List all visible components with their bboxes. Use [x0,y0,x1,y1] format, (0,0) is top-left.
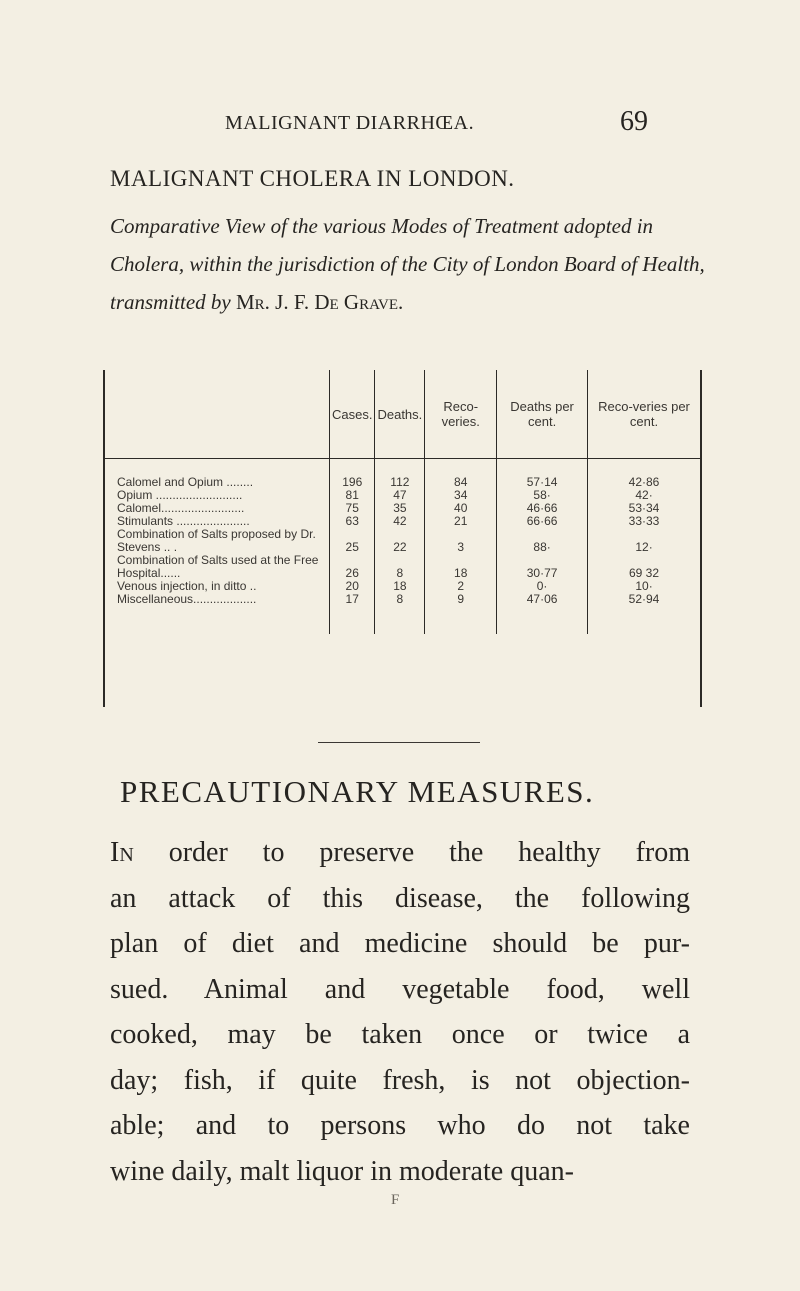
header-recoveries-pct: Reco-veries per cent. [588,370,700,459]
header-deaths-pct: Deaths per cent. [497,370,588,459]
body-line: wine daily, malt liquor in moderate quan- [110,1155,574,1187]
cell-recoveries: 21 [425,515,497,528]
cell-deaths-pct: 30·77 [497,554,588,580]
cell-deaths: 112 [375,459,425,490]
body-line: sued. Animal and vegetable food, well [110,973,690,1005]
cell-deaths-pct: 57·14 [497,459,588,490]
cell-cases: 63 [330,515,375,528]
cell-deaths-pct: 66·66 [497,515,588,528]
cell-recoveries: 40 [425,502,497,515]
cell-recoveries-pct: 12· [588,528,700,554]
dropcap: In [110,837,134,868]
page-number: 69 [620,106,648,137]
cell-recoveries: 9 [425,593,497,606]
cell-cases: 196 [330,459,375,490]
cell-treatment: Calomel......................... [117,501,245,515]
header-treatment [105,370,330,459]
cell-recoveries: 3 [425,528,497,554]
section-title: PRECAUTIONARY MEASURES. [120,774,595,809]
cell-cases: 26 [330,554,375,580]
cell-deaths: 35 [375,502,425,515]
cell-treatment: Opium .......................... [117,488,243,502]
cell-deaths-pct: 58· [497,489,588,502]
cell-deaths: 8 [375,593,425,606]
cell-deaths: 47 [375,489,425,502]
cell-cases: 75 [330,502,375,515]
cell-treatment: Combination of Salts proposed by Dr. Stevens .. . [117,527,316,554]
header-deaths: Deaths. [375,370,425,459]
cell-deaths-pct: 46·66 [497,502,588,515]
body-line: plan of diet and medicine should be pur- [110,928,690,959]
subtitle-line: Comparative View of the various Modes of Treatment [110,214,559,238]
header-cases: Cases. [330,370,375,459]
cell-treatment: Miscellaneous................... [117,592,257,606]
table-header-row [105,370,700,459]
cell-recoveries: 18 [425,554,497,580]
cell-recoveries-pct: 52·94 [588,593,700,606]
cell-recoveries-pct: 10· [588,580,700,593]
subtitle-line: adopted in Cholera, within the jurisdiction of the City [110,214,654,276]
subtitle-line: of London Board of Health, transmitted by [110,252,705,314]
cell-cases: 81 [330,489,375,502]
cell-cases: 17 [330,593,375,606]
signature-mark: F [391,1192,400,1208]
section-divider [318,742,480,743]
cell-cases: 20 [330,580,375,593]
cell-deaths-pct: 47·06 [497,593,588,606]
treatment-table [103,370,702,707]
table-row [105,554,700,580]
body-line: cooked, may be taken once or twice a [110,1019,690,1050]
cell-deaths: 22 [375,528,425,554]
cell-deaths: 42 [375,515,425,528]
body-line: able; and to persons who do not take [110,1110,690,1141]
table-row [105,528,700,554]
cell-recoveries: 34 [425,489,497,502]
body-line: In order to preserve the healthy from [110,837,690,868]
cell-recoveries-pct: 69 32 [588,554,700,580]
cell-deaths: 18 [375,580,425,593]
header-recoveries: Reco-veries. [425,370,497,459]
cell-deaths-pct: 0· [497,580,588,593]
cell-recoveries: 84 [425,459,497,490]
cell-treatment: Stimulants ...................... [117,514,250,528]
cell-deaths: 8 [375,554,425,580]
body-line: an attack of this disease, the following [110,882,690,914]
running-head: MALIGNANT DIARRHŒA. [225,112,475,134]
cell-treatment: Venous injection, in ditto .. [117,579,257,593]
treatment-table-grid [105,370,700,634]
cell-deaths-pct: 88· [497,528,588,554]
cell-recoveries-pct: 42· [588,489,700,502]
cell-treatment: Calomel and Opium ........ [117,475,254,489]
table-filler-row [105,606,700,634]
table-row [105,459,700,490]
body-paragraph [110,830,690,1194]
cell-recoveries-pct: 53·34 [588,502,700,515]
table-row [105,593,700,606]
cell-cases: 25 [330,528,375,554]
subtitle-author: Mr. J. F. De Grave. [236,290,404,314]
article-subtitle [110,207,710,321]
article-title: MALIGNANT CHOLERA IN LONDON. [110,166,515,191]
cell-recoveries-pct: 42·86 [588,459,700,490]
cell-treatment: Combination of Salts used at the Free Hospital...... [117,553,319,580]
cell-recoveries-pct: 33·33 [588,515,700,528]
body-line: day; fish, if quite fresh, is not objection- [110,1064,690,1096]
cell-recoveries: 2 [425,580,497,593]
